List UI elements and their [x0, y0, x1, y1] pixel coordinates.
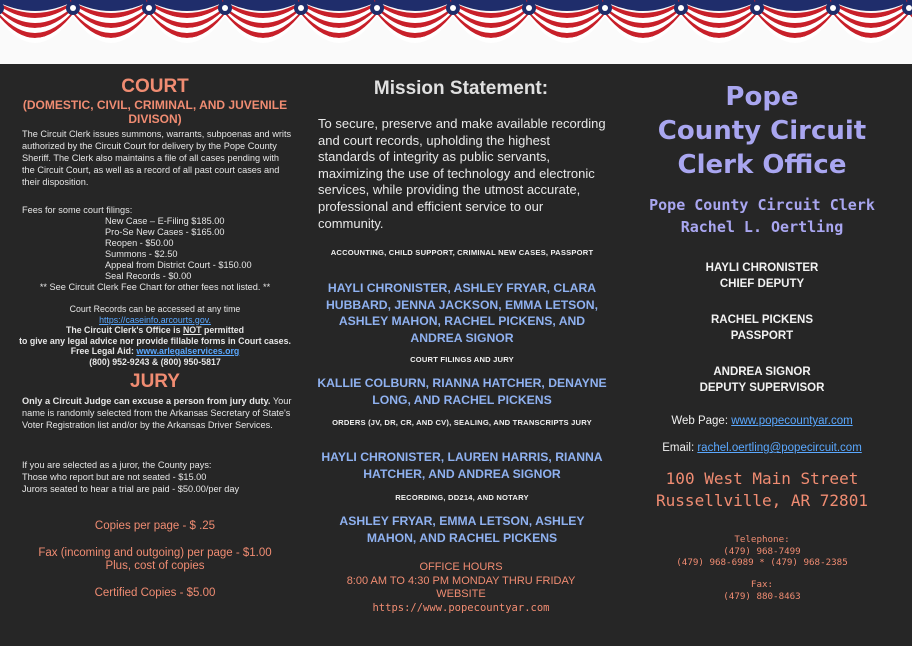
legal-notice-a: The Circuit Clerk's Office is: [65, 325, 183, 335]
fee-list: [105, 216, 252, 282]
office-title-line: County Circuit: [657, 116, 867, 146]
telephone-block: [612, 534, 912, 569]
fee-item: Seal Records - $0.00: [105, 271, 192, 281]
telephone-number: (479) 968-7499: [723, 545, 801, 557]
email-label: Email:: [662, 442, 698, 454]
court-heading: COURT: [121, 76, 189, 97]
office-hours-times: 8:00 AM TO 4:30 PM MONDAY THRU FRIDAY: [346, 574, 576, 587]
web-page-link[interactable]: www.popecountyar.com: [731, 415, 853, 427]
department-staff: HAYLI CHRONISTER, LAUREN HARRIS, RIANNA HATCHER, AND ANDREA SIGNOR: [321, 450, 603, 481]
fax-price-plus: Plus, cost of copies: [105, 560, 205, 572]
department-staff: HAYLI CHRONISTER, ASHLEY FRYAR, CLARA HUBBARD, JENNA JACKSON, EMMA LETSON, ASHLEY MAHON, RACHEL PICKENS, AND ANDREA SIGNOR: [326, 281, 598, 345]
office-hours-block: [310, 561, 612, 615]
department-heading: ACCOUNTING, CHILD SUPPORT, CRIMINAL NEW CASES, PASSPORT: [330, 248, 594, 257]
jury-selection-text: Your name is randomly selected from the Arkansas Secretary of State's Voter Registration list and/or by the Arkansas Driver Services.: [22, 396, 292, 430]
website-url: https://www.popecountyar.com: [372, 601, 550, 614]
fax-price-line: Fax (incoming and outgoing) per page - $1.00: [38, 547, 272, 559]
court-records-block: [0, 304, 310, 367]
address-block: [612, 468, 912, 512]
jury-pay-block: [22, 459, 294, 495]
records-access-text: Court Records can be accessed at any time: [69, 304, 241, 314]
staff-entry: [612, 312, 912, 344]
mission-column: [310, 64, 612, 646]
staff-role: CHIEF DEPUTY: [719, 278, 805, 290]
jury-pay-seated: Jurors seated to hear a trial are paid - $50.00/per day: [22, 484, 240, 494]
clerk-name: Rachel L. Oertling: [680, 218, 844, 236]
fax-price: [0, 547, 310, 573]
clerk-title-block: [612, 194, 912, 238]
fee-item: Summons - $2.50: [105, 249, 178, 259]
fee-item: Appeal from District Court - $150.00: [105, 260, 252, 270]
address-line-2: Russellville, AR 72801: [656, 491, 868, 510]
office-info-column: [612, 64, 912, 646]
email-link[interactable]: rachel.oertling@popecircuit.com: [697, 442, 862, 454]
office-title: [612, 80, 912, 182]
jury-pay-intro: If you are selected as a juror, the County pays:: [22, 460, 212, 470]
legal-aid-phones: (800) 952-9243 & (800) 950-5817: [89, 356, 221, 367]
website-label: WEBSITE: [436, 588, 486, 600]
web-page-line: [612, 415, 912, 427]
office-hours-title: OFFICE HOURS: [419, 561, 503, 573]
telephone-number: (479) 968-6989 * (479) 968-2385: [676, 557, 848, 569]
department-heading: ORDERS (JV, DR, CR, AND CV), SEALING, AND TRANSCRIPTS JURY: [332, 418, 592, 427]
fax-block: [612, 579, 912, 602]
fax-number: (479) 880-8463: [723, 590, 801, 602]
web-page-label: Web Page:: [671, 415, 732, 427]
mission-statement: To secure, preserve and make available recording and court records, upholding the highest standards of integrity as public servants, maximizing the use of technology and electronic services, while providing the utmost accurate, professional and efficient service to our community.: [318, 116, 606, 231]
jury-heading: JURY: [130, 371, 180, 392]
mission-heading: Mission Statement:: [373, 78, 549, 99]
email-line: [612, 442, 912, 454]
staff-name: HAYLI CHRONISTER: [705, 262, 819, 274]
staff-role: DEPUTY SUPERVISOR: [699, 382, 825, 394]
legal-notice-not: NOT: [182, 325, 202, 335]
office-title-line: Clerk Office: [677, 150, 847, 180]
certified-copies-price: Certified Copies - $5.00: [94, 587, 216, 599]
fee-item: New Case – E-Filing $185.00: [105, 216, 225, 226]
clerk-title: Pope County Circuit Clerk: [649, 196, 875, 214]
fees-intro: Fees for some court filings:: [22, 205, 133, 215]
fee-chart-note: ** See Circuit Clerk Fee Chart for other fees not listed. **: [39, 282, 271, 292]
staff-role: PASSPORT: [730, 330, 794, 342]
jury-pay-not-seated: Those who report but are not seated - $15.00: [22, 472, 207, 482]
department-staff: ASHLEY FRYAR, EMMA LETSON, ASHLEY MAHON, AND RACHEL PICKENS: [339, 514, 585, 545]
legal-aid-link[interactable]: www.arlegalservices.org: [136, 346, 240, 356]
staff-entry: [612, 260, 912, 292]
court-subheading: (DOMESTIC, CIVIL, CRIMINAL, AND JUVENILE DIVISON): [22, 98, 288, 126]
jury-text: [22, 395, 294, 431]
fee-item: Pro-Se New Cases - $165.00: [105, 227, 225, 237]
telephone-label: Telephone:: [734, 534, 790, 545]
fee-item: Reopen - $50.00: [105, 238, 174, 248]
address-line-1: 100 West Main Street: [665, 469, 859, 488]
patriotic-bunting-banner: [0, 0, 912, 64]
jury-bold-line: Only a Circuit Judge can excuse a person from jury duty.: [22, 396, 271, 406]
court-intro-text: The Circuit Clerk issues summons, warrants, subpoenas and writs authorized by the Circuit Court for delivery by the Pope County Sheriff. The Clerk also maintains a file of all cases pending with the Circuit Court, as well as a record of all past court cases and their disposition.: [22, 129, 292, 187]
department-heading: RECORDING, DD214, AND NOTARY: [395, 493, 529, 502]
staff-name: ANDREA SIGNOR: [713, 366, 811, 378]
caseinfo-link[interactable]: https://caseinfo.arcourts.gov.: [99, 314, 211, 325]
legal-notice-2: to give any legal advice nor provide fillable forms in Court cases.: [19, 335, 291, 346]
staff-entry: [612, 364, 912, 396]
department-heading: COURT FILINGS AND JURY: [410, 355, 514, 364]
legal-notice-b: permitted: [201, 325, 245, 335]
staff-name: RACHEL PICKENS: [710, 314, 814, 326]
department-staff: KALLIE COLBURN, RIANNA HATCHER, DENAYNE LONG, AND RACHEL PICKENS: [317, 376, 607, 407]
court-jury-column: [0, 64, 310, 646]
office-title-line: Pope: [725, 82, 799, 112]
copies-price: Copies per page - $ .25: [94, 520, 216, 532]
legal-aid-label: Free Legal Aid:: [70, 346, 137, 356]
fax-label: Fax:: [750, 579, 774, 590]
